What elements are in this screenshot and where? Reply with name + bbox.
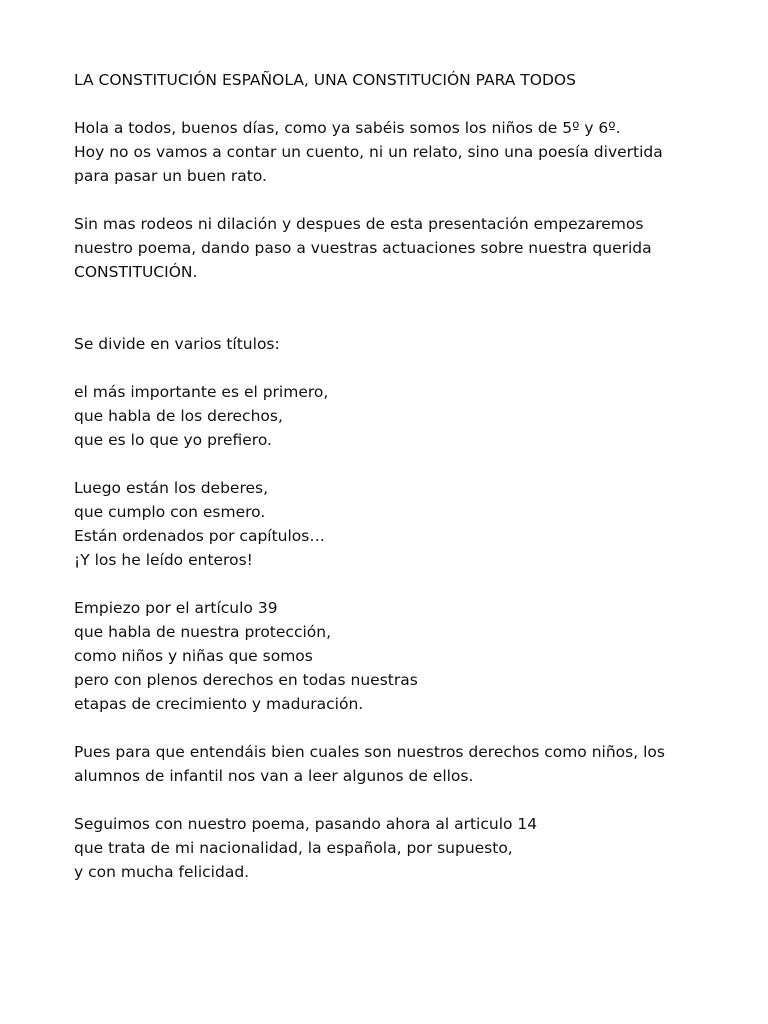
poem-line: Seguimos con nuestro poema, pasando ahora al articulo 14	[74, 815, 538, 833]
text-line: CONSTITUCIÓN.	[74, 263, 198, 281]
text-line: Hoy no os vamos a contar un cuento, ni un relato, sino una poesía divertida	[74, 143, 663, 161]
stanza-article-14	[74, 812, 704, 884]
poem-line: ¡Y los he leído enteros!	[74, 551, 253, 569]
poem-line: etapas de crecimiento y maduración.	[74, 695, 364, 713]
stanza-article-39	[74, 596, 704, 716]
poem-line: Están ordenados por capítulos…	[74, 527, 325, 545]
paragraph-infantil-reading	[74, 740, 704, 788]
poem-line: que trata de mi nacionalidad, la española, por supuesto,	[74, 839, 513, 857]
poem-line: el más importante es el primero,	[74, 383, 329, 401]
poem-line: que habla de nuestra protección,	[74, 623, 332, 641]
poem-line: que es lo que yo prefiero.	[74, 431, 272, 449]
poem-line: Empiezo por el artículo 39	[74, 599, 278, 617]
text-line: Sin mas rodeos ni dilación y despues de esta presentación empezaremos	[74, 215, 644, 233]
stanza-duties	[74, 476, 704, 572]
text-line: nuestro poema, dando paso a vuestras actuaciones sobre nuestra querida	[74, 239, 652, 257]
poem-line: como niños y niñas que somos	[74, 647, 313, 665]
stanza-first-title	[74, 380, 704, 452]
poem-line: Luego están los deberes,	[74, 479, 269, 497]
text-line: Pues para que entendáis bien cuales son nuestros derechos como niños, los	[74, 743, 665, 761]
poem-line: pero con plenos derechos en todas nuestras	[74, 671, 418, 689]
text-line: para pasar un buen rato.	[74, 167, 267, 185]
paragraph-titles-intro	[74, 332, 704, 356]
text-line: alumnos de infantil nos van a leer algunos de ellos.	[74, 767, 474, 785]
document-title: LA CONSTITUCIÓN ESPAÑOLA, UNA CONSTITUCIÓN PARA TODOS	[74, 71, 576, 89]
poem-line: que habla de los derechos,	[74, 407, 283, 425]
poem-line: que cumplo con esmero.	[74, 503, 266, 521]
paragraph-introduction	[74, 212, 704, 284]
document-body	[74, 68, 704, 908]
poem-line: y con mucha felicidad.	[74, 863, 250, 881]
paragraph-greeting	[74, 116, 704, 188]
text-line: Hola a todos, buenos días, como ya sabéis somos los niños de 5º y 6º.	[74, 119, 621, 137]
text-line: Se divide en varios títulos:	[74, 335, 280, 353]
